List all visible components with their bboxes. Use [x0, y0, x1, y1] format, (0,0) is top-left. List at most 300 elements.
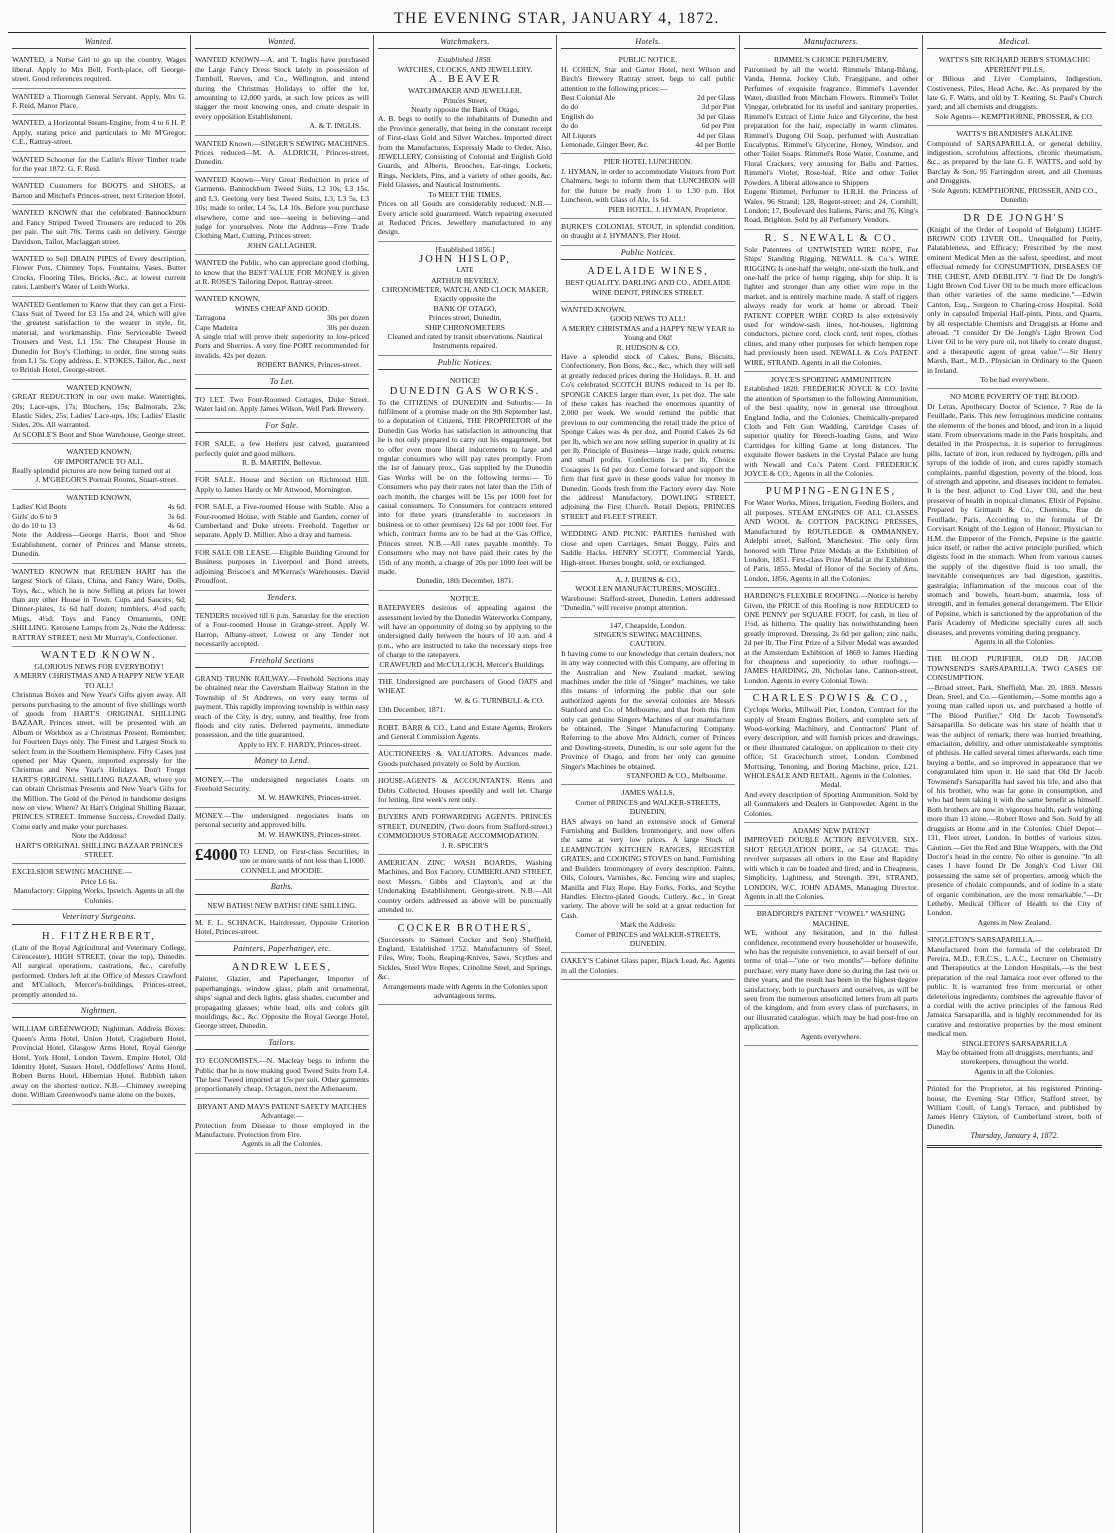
section-heading: Veterinary Surgeons.	[12, 910, 186, 924]
price-row	[195, 323, 369, 332]
price-value: 3d per Glass	[697, 111, 735, 121]
advert-text: WEDDING AND PICNIC PARTIES furnished with close and open Carriages, Smart Buggy, Pairs and Saddle Hacks. HENRY SCOTT, Commercial Yards, High-street. Horses bought, sold, or exchanged.	[561, 529, 735, 567]
advert-text: (Successors to Samuel Cocker and Son) Sheffield, England, Established 1752. Manufacturers of Steel, Files, Wire, Tools, Reaping-Knives, Saws, Scythes and Sickles, Steel Wire Ropes, Crinoline Steel, and Springs, &c.	[378, 934, 552, 982]
advert-location: Nearly opposite the Bank of Otago,	[411, 105, 519, 115]
advert-text: WANTED to Sell DRAIN PIPES of Every description, Flower Pots, Chimney Tops, Fountains, Vases, Butter Crocks, Flooring Tiles, Bricks, &c., at lowest current rates. Lambert's Water of Leith Works.	[12, 253, 186, 292]
price-value: 4d per Bottle	[695, 140, 735, 150]
advert	[12, 864, 186, 910]
advert-signature: Eugene Rimmel, Perfumer to H.R.H. the Princess of Wales, 96 Strand; 128, Regent-street; and 24, Cornhill, London; 17, Boulevard des Italiens, Paris; and 76, King's Road, Brighton. Sold by all Perfumery Vendors.	[744, 187, 918, 225]
price-value: 30s per dozen	[326, 313, 369, 323]
advert-signature: Apply to HY. F. HARDY, Princes-street.	[238, 739, 361, 749]
section-heading: Money to Lend.	[195, 754, 369, 768]
advert-title: WOOLLEN MANUFACTURERS, MOSGIEL.	[575, 584, 721, 594]
advert-text: Sole Patentees of UNTWISTED WIRE ROPE, For Ships' Standing Rigging, NEWALL & Co.'s WIRE RIGGING Is one-half the weight, one-sixth the bulk, and one-half the price of hemp rigging, ship for ship. It is lighter and stronger than any other wire rope in the market, and is entirely machine made. A staff of riggers always ready for work at home or abroad. Their PATENT COPPER WIRE CORD Is also extensively used for window-sash lines, hot-houses, lightning conductors, picture cord, clock cord, tent ropes, clothes clines, and many other purposes for which hempen rope had previously been used. NEWALL & Co's PATENT WIRE, STRAND. Agents in all the Colonies.	[744, 244, 918, 367]
advert-text: MONEY.—The undersigned negociates Loans on Freehold Security.	[195, 774, 369, 793]
advert-price: Price L6 6s.	[80, 876, 118, 886]
advert-signature: At SCOBLE'S Boot and Shoe Warehouse, George street.	[12, 429, 186, 439]
advert-subtitle: SINGLETON'S SARSAPARILLA	[961, 1038, 1068, 1048]
advert	[744, 483, 918, 588]
price-row	[561, 121, 735, 130]
advert	[744, 372, 918, 483]
advert	[744, 230, 918, 372]
advert-text: FOR SALE, a few Heifers just calved, guaranteed perfectly quiet and good milkers.	[195, 439, 369, 458]
advert-title: A. BEAVER	[429, 74, 501, 86]
section-heading: Hotels.	[561, 35, 735, 49]
advert-text: (Knight of the Order of Leopold of Belgium) LIGHT-BROWN COD LIVER OIL, Unequalled for Purity, Palatableness, and Efficacy; Prescribed by the most eminent Medical Men as the safest, speediest, and most effectual remedy for CONSUMPTION, DISEASES OF THE CHEST, AND DEBILITY. "I find Dr De Jongh's Light Brown Cod Liver Oil to be much more efficacious than other varieties of the same medicine."—Edwin Canton, Esq., Surgeon to Charing-cross Hospital. Sold only in capsuled Imperial Half-pints, Pints, and Quarts, by all respectable Chemists and Druggists at Home and abroad. "I consider Dr De Jongh's Light Brown Cod Liver Oil to be very pure oil, not likely to create disgust, and a therapeutic agent of great value."—Sir Henry Marsh, Bart., M.D., Physician in Ordinary to the Queen in Ireland.	[927, 224, 1102, 375]
advert-address: 147, Cheapside, London.	[609, 620, 687, 630]
advert-heading: PIER HOTEL LUNCHEON.	[603, 157, 693, 167]
advert-text: Established 1820. FREDERICK JOYCE & CO. Invite the attention of Sportsmen to the following Ammunition, of the best quality, now in general use throughout England India, and the Colonies. Chemically-prepared Cloth and Felt Gun Wadding, Cartridge Cases of superior quality for Breech-loading Guns, and Wire Cartridges for killing Game at long distances. The exquisite flower baskets in the Crystal Palace are hung with Newall and Co.'s Patent Cord. FREDERICK JOYCE & CO., Agents in all the Colonies.	[744, 384, 918, 479]
advert	[195, 255, 369, 291]
advert-text: WANTED Known.—SINGER'S SEWING MACHINES. Prices reduced—M. A. ALDRICH, Princes-street, Dunedin.	[195, 138, 369, 167]
advert-text: BUYERS AND FORWARDING AGENTS. PRINCES STREET, DUNEDIN, (Two doors from Stafford-street.) COMMODIOUS STORAGE ACCOMMODATION.	[378, 812, 552, 841]
advert-signature: Arrangements made with Agents in the Colonies upon advantageous terms.	[382, 981, 548, 1000]
advert-text: A single trial will prove their superiority to low-priced Ports and Sherries. A very fine PORT recommended for invalids, 42s per dozen.	[195, 331, 369, 360]
advert-text: BURKE'S COLONIAL STOUT, in splendid condition, on draught at J. HYMAN'S, Pier Hotel.	[561, 221, 735, 241]
advert-text: (Late of the Royal Agricultural and Veterinary College, Cirencester), HIGH STREET, (near the top), Dunedin. All surgical operations, castrations, &c., carefully performed. Orders left at the Office of Messrs Crawford and M'Culloch, Mercer's-buildings, Princes-street, promptly attended to.	[12, 942, 186, 999]
column-3	[374, 35, 557, 1533]
advert-title: WANTED KNOWN.	[561, 304, 626, 314]
advert	[195, 844, 369, 880]
advert-amount: £4000	[195, 845, 238, 865]
price-value: 4s 6d.	[167, 502, 186, 512]
advert	[561, 953, 735, 980]
advert-text: Dr Leras, Apothecary Doctor of Science, 7 Rue de la Feuillade, Paris. This new ferruginous medicine contains the elements of the bones and blood, and iron in a liquid state. From observations made in the Paris hospitals, and detailed in the Prospectus, it is superior to ferruginous pills, lactate of iron, iron reduced by hydrogen, pills and syrups of the iodide of iron, and cures rapidly stomach complaints, painful digestion, poverty of the blood, loss of strength and appetite, and diseases incident to females. It is the best adjunct to Cod Liver Oil, and the best preserver of health in tropical climates. Elixir of Pepsine. Prepared by Grimault & Co., Chemists, Rue de Feuillade, Paris. According to the formula of Dr Corvisart Knight of the Legion of Honour, Physician to H.M. the Emperor of the French, Pepsine is the gastric juice itself, or rather the active principle purified, which digests food in the stomach. When from various causes the supply of the digestive fluid is too small, the inevitable consequences are bad digestion, gastritis, gastralgia; inflammation of the mucous coat of the stomach and bowels, heart-burn, anaemia, loss of strength, and in females general derangement. The Elixir of Pepsine, which is sanctioned by the approbation of the Paris Academy of Medicine specially cures all such diseases, and prevents vomiting during pregnancy.	[927, 401, 1102, 637]
advert	[378, 746, 552, 773]
advert-text: Prices on all Goods are considerably reduced. N.B.—Every article sold guaranteed. Watch repairing executed at Reduced Prices. Jewellery manufactured to any design.	[378, 199, 552, 237]
advert	[12, 647, 186, 865]
advert-subtitle: WATCHMAKER AND JEWELLER,	[408, 86, 522, 96]
price-item: Ladies' Kid Boots	[12, 502, 67, 512]
advert-text: AMERICAN ZINC WASH BOARDS, Washing Machines, and Box Factory, CUMBERLAND STREET, next Messrs. Gibbs and Clayton's, and at the Undertaking Establishment, George-street. N.B.—All country orders addressed as above will be punctually attended to.	[378, 858, 552, 915]
advert-signature: R. B. MARTIN, Bellevue.	[242, 458, 322, 468]
advert-text: Really splendid pictures are now being turned out at	[12, 466, 171, 476]
advert	[378, 720, 552, 747]
advert-text: WANTED Schooner for the Catlin's River Timber trade for the year 1872. G. F. Reid.	[12, 154, 186, 174]
advert	[195, 392, 369, 419]
advert-subtitle: GOOD NEWS TO ALL!	[610, 314, 686, 324]
advert	[12, 928, 186, 1004]
advert-text: WANTED a Thorough General Servant. Apply, Mrs G. F. Reid, Manor Place.	[12, 91, 186, 111]
advert-signature: Agents in New Zealand.	[977, 917, 1052, 927]
advert-text: TENDERS received till 6 p.m. Saturday for the erection of a Four-roomed House in Grange-street. Apply W. Harrop, Albany-street. Lowest or any Tender not necessarily accepted.	[195, 610, 369, 649]
section-heading: Freehold Sections	[195, 654, 369, 668]
advert	[744, 588, 918, 690]
advert	[195, 545, 369, 591]
advert-text: WE, without any hesitation, and in the fullest confidence, recommend every householder or housewife, who has the requisite convenience, to avail herself of our terms of trial—"one or two months"—before definite purchase; very many have done so during the last two or three years, and the result has been in the highest degree satisfactory, both to purchasers and ourselves, as will be seen from the numerous unsolicited letters from all parts of the kingdom, and from every class of purchasers, in our illustrated catalogue, which may be had post-free on application.	[744, 928, 918, 1032]
advert-title: CHARLES POWIS & CO.,	[752, 693, 910, 705]
advert	[195, 1053, 369, 1099]
section-heading: Wanted.	[12, 35, 186, 49]
advert-signature: Agents in all the Colonies.	[974, 1066, 1055, 1076]
advert	[12, 205, 186, 251]
advert-text: TO LEND, on First-class Securities, in one or more sums of not less than L1000.	[239, 847, 369, 866]
advert	[561, 263, 735, 302]
advert-signature: Agents everywhere.	[800, 1031, 862, 1041]
advert-title: NO MORE POVERTY OF THE BLOOD.	[949, 392, 1080, 402]
imprint-text: Printed for the Proprietor, at his registered Printing-house, the Evening Star Office, Stafford street, by William Coull, of Lang's Terrace, and published by James Henry Clayton, of Cumberland street, both of Dunedin.	[927, 1084, 1102, 1131]
advert	[378, 373, 552, 591]
advert	[195, 291, 369, 374]
advert-signature: A. & T. INGLIS.	[309, 121, 361, 131]
advert	[378, 242, 552, 356]
advert-signature: W. & G. TURNBULL & CO.	[454, 695, 544, 705]
advert	[561, 618, 735, 786]
advert-text: WILLIAM GREENWOOD, Nightman. Address Boxes: Queen's Arms Hotel, Union Hotel, Cragieburn Hotel, Provincial Hotel, Glasgow Arms Hotel, Royal George Hotel, York Hotel, London Tavern, Empire Hotel, Old Identity Hotel, Sussex Hotel, Oddfellows' Arms Hotel, Robert Burns Hotel, Hibernian Hotel. Rubbish taken away on the shortest notice. N.B.—Chimney sweeping done. William Greenwood's name alone on the boxes.	[12, 1024, 186, 1100]
advert	[195, 671, 369, 754]
columns	[8, 35, 1106, 1533]
section-heading: Medical.	[927, 35, 1102, 49]
advert	[927, 210, 1102, 390]
advert-street: Princes Street,	[443, 95, 487, 105]
advert-text: THE Undersigned are purchasers of Good OATS and WHEAT.	[378, 676, 552, 696]
advert-text: Have a splendid stock of Cakes, Buns, Biscuits, Confectionery, Bon Bons, &c., &c., which they will sell at greatly reduced prices during the Holidays. R. H. and Co's celebrated SCOTCH BUNS reduced to 1s per lb. SPONGE CAKES larger than ever, 1s per doz. The sale of these cakes has reached the enormous quantity of 2,000 per week. We would remind the public that previous to our commencing the retail trade the price of Sponge Cakes was 4s per doz, and Pound Cakes 2s 6d per lb, which we are now selling superior in quality at 1s per lb. Principle of Business—large trade, quick returns, and small profits. Confections 1s per lb, Choice Cosaques 1s 6d per doz. Come forward and support the firm that first gave in these goods value for money in Dunedin. Goods fresh from the Factory every day. Note the address! Manufactory, DOWLING STREET, adjoining the First Church. Retail Depots, PRINCES STREET and FLEET STREET.	[561, 351, 735, 521]
advert-text: FOR SALE OR LEASE.—Eligible Building Ground for Business purposes in Liverpool and Bond streets, adjoining Briscoe's and M'Kerras's Warehouses. David Proudfoot.	[195, 547, 369, 586]
advert-text: And every description of Sporting Ammunition. Sold by all Gunmakers and Dealers in Gunpowder. Agent in the Colonies.	[744, 789, 918, 818]
advert-subtitle: WINES CHEAP AND GOOD.	[234, 303, 330, 313]
advert-text: FOR SALE, House and Section on Richmond Hill. Apply to James Hardy or Mr Attwood, Mornington.	[195, 475, 369, 494]
advert-signature: JOHN GALLAGHER.	[247, 240, 317, 250]
advert-text: WANTED Known—Very Great Reduction in price of Garments. Bannockburn Tweed Suits, L2 10s, L3 15s, and L3. Geelong very best Tweed Suits, L3, L3 5s, L3 10s; made to order, L4 5s, L4 10s. Before you purchase elsewhere, come and see—seeing is believing—and judge for yourselves. Note the Address—Free Trade Clothing Mart, Cutting, Princes street.	[195, 174, 369, 241]
section-heading: Wanted.	[195, 35, 369, 49]
price-row	[561, 131, 735, 140]
advert	[927, 651, 1102, 932]
price-row	[12, 502, 186, 511]
advert-established: Established 1858.	[437, 55, 493, 65]
price-item: Girls' do 6 to 9	[12, 511, 58, 521]
advert-text: WANTED the Public, who can appreciate good clothing, to know that the BEST VALUE FOR MONEY is given at R. ROSE'S Tailoring Depot, Rattray-street.	[195, 258, 369, 286]
advert-text: J. HYMAN, in order to accommodate Visitors from Port Chalmers, begs to inform them that LUNCHEON will for the future be ready from 1 to 1.30 p.m. Hot Luncheon, with Glass of Ale, 1s 6d.	[561, 166, 735, 205]
advert-text: Painter, Glazier, and Paperhanger, Importer of paperhangings, window glass, plain and ornamental, ships' signal and deck lights, glass shades, cucumber and propagating glasses; white lead, oils and colors gilt mouldings, &c., &c. Opposite the Royal George Hotel, George street, Dunedin.	[195, 974, 369, 1031]
advert-heading: A MERRY CHRISTMAS AND A HAPPY NEW YEAR TO ALL!	[13, 671, 185, 690]
advert-name: R. HUDSON & CO.	[616, 342, 680, 352]
advert-text: Christmas Boxes and New Year's Gifts given away. All persons purchasing to the amount of five shillings worth of goods from HART'S ORIGINAL SHILLING BAZAAR, Princes street, will be presented with an Album or Workbox as a Christmas Present. Remember, for Fourteen Days only. The Finest and Largest Stock to select from in the Southern Hemisphere. Fifty Cases just opened per May Queen, imported expressly for the Christmas and New Year's Holidays. Don't Forget HART'S ORIGINAL SHILLING BAZAAR, where you can obtain Christmas Presents and New Year's Gifts for the Million. The Gold of the Period in handsome designs now on view. Where? At Hart's Original Shilling Bazaar, PRINCES STREET. Immense Success, Crowded Daily. Come early and make your purchases.	[12, 690, 186, 831]
advert-subtitle: APERIENT PILLS,	[984, 64, 1045, 74]
advert-note: Mark the Address:	[619, 920, 677, 930]
price-row	[12, 512, 186, 521]
advert-heading: SHIP CHRONOMETERS	[424, 322, 506, 332]
advert-title: R. S. NEWALL & CO.	[764, 232, 898, 244]
price-item: do do	[561, 102, 579, 112]
advert	[195, 898, 369, 915]
advert-text: To the CITIZENS of DUNEDIN and Suburbs:— In fulfilment of a promise made on the 9th September last, to a deputation of Citizens, THE PROPRIETOR of the Dunedin Gas Works has satisfaction in announcing that he is not only prepared to carry out his engagement, but to offer even more liberal inducements to large and regular consumers who will pay rates promptly. From the 1st of January prox., Gas supplied by the Dunedin Gas Works will be on the following terms:— To Consumers who pay their rates not later than the 15th of each month, the charges will be 15s per 1000 feet for casual consumers. To Consumers for contracts entered into for three years (transferable to successors in business or to other premises) 12s 6d per 1000 feet. For which, contract forms are to be had at the Gas Office, Princes street. N.B.—All rates payable monthly. To Consumers who may not have paid their rates by the 15th of any month, a charge of 20s per 1000 feet will be made.	[378, 397, 552, 576]
advert-text: —Broad street, Park, Sheffield, Mar. 20, 1869. Messrs Dean, Steel, and Co.—Gentlemen,—Some months ago a young man called upon us, and purchased a bottle of "The Blood Purifier," Old Dr Jacob Townsend's Sarsaparilla. So delicate was his state of health that it was the subject of remark; there was hurried breathing, emaciation, debility, and other unmistakeable symptoms of phthisis. He called several times afterwards, each time buying a bottle, and so improved in appearance that we congratulated him upon it. He said that Old Dr Jacob Townsend's Sarsaparilla had saved his life, and also that of his brother, who was far gone in consumption, and who had been taking it with the same benefit as himself. Both brothers are now in vigorous health, each weighing more than 13 stone.—Robert Rowe and Son. Sold by all druggists at Home and in the Colonies. Chief Depot—131, Fleet street, London. In bottles of various sizes. Caution.—Get the Red and Blue Wrappers, with the Old Doctor's head in the centre. No other is genuine. "In all cases I have found Dr De Jongh's Cod Liver Oil possessing the same set of properties, among which the presence of cholaic compounds, and of iodine in a state of organic combination, are the most remarkable."—Dr Letheby, Medical Officer of Health to the City of London.	[927, 682, 1102, 918]
advert	[12, 297, 186, 380]
advert-text: For Water Works, Mines, Irrigation, Feeding Boilers, and all purposes. STEAM ENGINES OF ALL CLASSES AND WOOL & COTTON PACKING PRESSES, Manufactured by ROUTLEDGE & OMMANNEY, Adelphi street, Salford, Manchester. The only firm honored with Three Prize Medals at the Exhibition of London, 1851. First-class Prize Medal at the Exhibition of Paris, 1855. Medal of Honor of the Society of Arts, London, 1856. Agents in all the Colonies.	[744, 498, 918, 583]
advert-title: WANTED KNOWN,	[66, 447, 132, 457]
price-value: 30s per dozen	[326, 322, 369, 332]
advert-signature: Agents in all the Colonies.	[974, 636, 1055, 646]
price-item: All Liquors	[561, 130, 597, 140]
advert-text: AUCTIONEERS & VALUATORS. Advances made. Goods purchased privately or Sold by Auction.	[378, 749, 552, 768]
section-heading: Nightmen.	[12, 1004, 186, 1018]
advert-text: RATEPAYERS desirous of appealing against the assessment levied by the Dunedin Waterworks Company, will have an opportunity of doing so by applying to the undersigned daily between the hours of 10 a.m. and 4 p.m., who are instructed to take the necessary steps free of charge to the ratepayers.	[378, 603, 553, 660]
advert	[12, 1021, 186, 1104]
advert-text: WANTED, a Horizontal Steam-Engine, from 4 to 6 H. P. Apply, stating price and particulars to Mr M'Gregor, C.E., Rattray-street.	[12, 118, 186, 147]
advert	[378, 809, 552, 855]
advert-title: DR DE JONGH'S	[963, 212, 1066, 224]
advert-text: WANTED, a Nurse Girl to go up the country. Wages liberal. Apply to Mrs Bell, Forth-place, off George-street. Good references required.	[12, 55, 186, 84]
price-item: Tarragona	[195, 313, 226, 323]
advert	[927, 932, 1102, 1081]
price-item: do do	[561, 121, 579, 131]
advert-signature: J. M'GREGOR'S Portrait Rooms, Stuart-street.	[35, 475, 178, 485]
advert-text: WANTED KNOWN that the celebrated Bannockburn and Fancy Striped Tweed Trousers are reduced to 20s per pair. The suit 70s. Terms cash on delivery. George Davidson, Tailor, Maclaggan street.	[12, 208, 186, 246]
advert-established: [Established 1856.]	[435, 244, 495, 254]
advert-signature: J. R. SPICER'S	[441, 840, 489, 850]
advert-signature: M. W. HAWKINS, Princes-street.	[258, 829, 361, 839]
advert-heading: A MERRY CHRISTMAS and a HAPPY NEW YEAR to Young and Old!	[561, 323, 735, 343]
advert-signature: CRAWFURD and McCULLOCH, Mercer's Buildings	[379, 659, 544, 669]
advert	[12, 152, 186, 179]
advert-signature: ROBERT BANKS, Princes-street.	[256, 360, 361, 370]
advert-subtitle: CHRONOMETER, WATCH, AND CLOCK MAKER,	[381, 284, 549, 294]
advert	[744, 690, 918, 823]
advert	[12, 89, 186, 116]
advert-title: ANDREW LEES,	[231, 962, 333, 974]
advert-text: ROBT. BARR & CO., Land and Estate Agents, Brokers and General Commission Agents.	[378, 722, 552, 741]
advert	[378, 591, 552, 674]
price-item: do do 10 to 13	[12, 521, 56, 531]
column-2	[191, 35, 374, 1533]
advert-late: LATE	[456, 266, 474, 275]
price-value: 4d per Glass	[697, 130, 735, 140]
advert	[12, 115, 186, 151]
advert-text: WANTED KNOWN—A. and T. Inglis have purchased the Large Fancy Dress Stock lately in possession of Turnbull, Reeves, and Co., Wellington, and intend during the Christmas Holidays to offer the lot, amounting to 12,000 yards, at such low prices as will stagger the most knowing ones, and create despair in every opposition Establishment.	[195, 55, 369, 121]
advert	[927, 126, 1102, 209]
advert-name: ARTHUR BEVERLY,	[431, 275, 499, 285]
column-1	[8, 35, 191, 1533]
advert-text: HOUSE-AGENTS & ACCOUNTANTS. Rents and Debts Collected. Houses speedily and well let. Charge for letting, first week's rent only.	[378, 776, 552, 805]
advert-text: BEST QUALITY. DARLING AND CO., ADELAIDE WINE DEPOT, PRINCES STREET.	[565, 278, 731, 297]
advert-title: JOHN HISLOP,	[419, 254, 511, 266]
advert-subtitle: GLORIOUS NEWS FOR EVERYBODY!	[34, 661, 164, 671]
advert-text: Manufactory: Gipping Works, Ipswich. Agents in all the Colonies.	[13, 886, 185, 905]
price-row	[561, 93, 735, 102]
advert-title: ADELAIDE WINES,	[587, 266, 709, 278]
advert-signature: Sole Agents: KEMPTHORNE, PROSSER, AND CO., Dunedin.	[931, 185, 1098, 205]
advert-address: Corner of PRINCES and WALKER-STREETS, DUNEDIN,	[575, 797, 721, 817]
section-heading: Tailors.	[195, 1036, 369, 1050]
section-heading: Baths.	[195, 880, 369, 894]
advert-signature: HART'S ORIGINAL SHILLING BAZAAR PRINCES STREET.	[15, 840, 183, 860]
advert-text: FOR SALE, a Five-roomed House with Stable. Also a Four-roomed House, with Stable and Garden, corner of Cumberland and Duke streets. Freehold. Together or separate. Apply D. Millier. Also a dray and harness.	[195, 502, 369, 540]
advert-signature: Sole Agents— KEMPTHORNE, PROSSER, & CO.	[935, 111, 1094, 121]
advert-title: WANTED KNOWN,	[195, 294, 260, 304]
advert-text: Cleaned and rated by transit observations. Nautical Instruments repaired.	[387, 331, 543, 351]
advert	[195, 472, 369, 499]
advert-title: WANTED KNOWN,	[66, 492, 132, 502]
advert-medal: Medal.	[820, 780, 842, 790]
advert-title: DUNEDIN GAS WORKS.	[389, 385, 541, 397]
advert-subtitle: OF IMPORTANCE TO ALL.	[54, 456, 144, 466]
advert-note: Note the Address!	[71, 831, 127, 841]
price-value: 3s 6d.	[167, 511, 186, 521]
advert	[378, 920, 552, 1006]
price-item: Cape Madeira	[195, 322, 238, 332]
section-heading: Manufacturers.	[744, 35, 918, 49]
advert-text: It having come to our knowledge that certain dealers, not in any way connected with this Company, are offering in the Australian and New Zealand market, sewing machines under the title of "Singer" machines, we take this means of informing the public that our sole authorized agents for the several colonies are Messrs Stanford and Co. of Melbourne, and that from this firm only can genuine Singers Machines of our manufacture be obtained. The Singer Manufacturing Company. Referring to the above Mrs Aldrich, corner of Princes and Dowling-streets, Dunedin, is our sole agent for the Province of Otago, and from her only can genuine Singer's Machines be obtained.	[561, 648, 735, 771]
advert-title: H. FITZHERBERT,	[41, 930, 157, 942]
advert-subtitle: Advantage:—	[260, 1111, 304, 1121]
advert-title: EXCELSIOR SEWING MACHINE.—	[12, 867, 133, 877]
advert	[12, 251, 186, 297]
section-heading: Tenders.	[195, 591, 369, 605]
advert-name: A. J. BURNS & CO.,	[615, 574, 681, 584]
advert-title: PUMPING-ENGINES,	[765, 486, 897, 498]
advert-title: COCKER BROTHERS,	[397, 922, 533, 934]
price-row	[561, 112, 735, 121]
section-heading: Painters, Paperhanger, etc.	[195, 942, 369, 956]
column-4	[557, 35, 740, 1533]
imprint-date: Thursday, January 4, 1872.	[970, 1131, 1059, 1141]
advert-signature: Corner of PRINCES and WALKER-STREETS, DUNEDIN.	[575, 929, 721, 948]
advert-street: Princes street, Dunedin,	[428, 313, 502, 323]
advert-title: JOYCE'S SPORTING AMMUNITION	[771, 375, 891, 384]
advert	[927, 389, 1102, 651]
advert	[195, 608, 369, 654]
advert-text: HAS always on hand an extensive stock of General Furnishing and Builders Ironmongery, and now offers the same at very low prices. A large Stock of LEAMINGTON KITCHEN RANGES, REGISTER GRATES, and COOKING STOVES on hand. Furnishing and Builders Ironmongery of every description. Paints, Oils, Colours, Varnishes, &c. Fencing wire and staples, Manilla and Flax Rope. Hay Forks, Forks, and Scythe Handles. Electro-plated Goods, Cutlery, &c., in Great variety. The above will be sold at a great reduction for Cash.	[561, 816, 735, 920]
advert-signature: CONNELL and MOODIE.	[240, 865, 324, 875]
advert-text: H. COHEN, Star and Garter Hotel, next Wilson and Birch's Brewery Rattray street, begs to call public attention to the following prices:—	[561, 64, 735, 93]
section-heading: Watchmakers.	[378, 35, 552, 49]
advert	[195, 499, 369, 545]
advert	[561, 154, 735, 218]
advert-heading: To MEET THE TIMES,	[428, 189, 502, 199]
advert-text: Cyclops Works, Millwall Pier, London, Contract for the supply of Steam Engines Boilers, and complete sets of Wood-working Machinery, and Contractors' Plant of every description, and will furnish prices and drawings, or their illustrated catalogue, on application to their city office, 51 Gracechurch street, London. Combined Mortising, Tenoning, and Boring Machine, price, L21. WHOLESALE AND RETAIL. Agents in the Colonies.	[744, 705, 918, 781]
advert	[744, 52, 918, 229]
advert-text: or Bilious and Liver Complaints, Indigestion, Costiveness, Piles, Head Ache, &c. As prepared by the late G. F. Watts, and old by T. Keating, St. Paul's Church yard; and all chemists and druggists.	[927, 74, 1102, 112]
advert-title: RIMMEL'S CHOICE PERFUMERY,	[773, 55, 889, 65]
advert-text: IMPROVED DOUBLE ACTION REVOLVER. SIX-SHOT REGULATION BORE, or 54 GUAGE. This revolver surpasses all others in the Ease and Rapidity with which it can be loaded and fired, and in Cheapness, Simplicity, Lightness, and Strength. 391, STRAND, LONDON, W.C. JOHN ADAMS, Managing Director. Agents in all the Colonies.	[744, 835, 918, 901]
advert	[378, 773, 552, 809]
advert-text: Patronised by all the world. Rimmels Ihlang-Ihlang, Vanda, Henna, Jockey Club, Frangipane, and other Perfumes of exquisite fragrance. Rimmel's Lavender Water, distilled from Mitcham Flowers. Rimmel's Toilet Vinegar, celebrated for its useful and sanitary properties. Rimmel's Extract of Lime Juice and Glycerine, the best preparation for the hair, especially in warm climates. Rimmel's Dugong Oil Soap, perfumed with Australian Eucalyptus. Rimmel's Glycerine, Honey, Windsor, and other Toilet Soaps. Rimmel's Rose Water, Costume, and Floral Crackers, very amusing for Balls and Parties. Rimmel's Violet, Rose-leaf, Rice and other Toilet Powders. A liberal allowance to Shippers	[744, 64, 918, 187]
advert	[195, 136, 369, 172]
advert-signature: PIER HOTEL. J. HYMAN, Proprietor.	[608, 204, 727, 214]
price-row	[12, 521, 186, 530]
advert-title: SINGER'S SEWING MACHINES.	[594, 629, 702, 639]
advert	[378, 674, 552, 720]
advert-text: WANTED Customers for BOOTS and SHOES, at Barton and Mitchel's Princes-street, next Criterion Hotel.	[12, 181, 186, 200]
advert-text: TO LET. Two Four-Roomed Cottages, Duke Street. Water laid on. Apply James Wilson, Well Park Brewery.	[195, 395, 369, 414]
advert	[195, 436, 369, 472]
advert-text: Note the Address—George Harris, Boot and Shoe Establishment, corner of Princes and Manse streets, Dunedin.	[12, 530, 186, 559]
advert	[12, 178, 186, 205]
advert-signature: Dunedin, 18th December, 1871.	[416, 576, 514, 586]
advert-title: THE BLOOD PURIFIER, OLD DR JACOB TOWNSEND'S SARSAPARILLA. TWO CASES OF CONSUMPTION.	[927, 654, 1102, 683]
advert-title: WATTS'S BRANDISH'S ALKALINE	[956, 129, 1073, 139]
advert	[195, 959, 369, 1035]
advert	[378, 855, 552, 919]
advert-signature: To be had everywhere.	[979, 375, 1050, 384]
advert-caution: CAUTION.	[629, 639, 667, 649]
column-6	[923, 35, 1106, 1533]
advert-text: WANTED KNOWN that REUBEN HART has the largest Stock of Glass, China, and Fancy Ware, Dolls, Toys, &c., which he is now Selling at prices far lower than any other House in Town. Cups and Saucers, 6d; Dinner-plates, 1s 6d half dozen; tumblers, 4½d each; Mugs, 4½d; Toys and Fancy Ornaments, ONE SHILLING. Kerosene Lamps from 2s. Note the Address: RATTRAY STREET, next Mr Murray's, Confectioner.	[12, 566, 186, 642]
advert-text: M. F. L. SCHNACK, Hairdresser, Opposite Criterion Hotel, Princes-street.	[195, 918, 369, 937]
section-heading: To Let.	[195, 375, 369, 389]
price-value: 3d per Pint	[701, 102, 735, 112]
price-value: 4s 6d.	[167, 521, 186, 531]
advert-signature: M. W. HAWKINS, Princes-street.	[258, 793, 361, 803]
section-heading: For Sale.	[195, 419, 369, 433]
masthead: THE EVENING STAR, JANUARY 4, 1872.	[8, 6, 1106, 33]
advert-title: BRADFORD'S PATENT "VOWEL" WASHING MACHINE.	[756, 909, 906, 928]
advert	[561, 526, 735, 572]
advert-notice: PUBLIC NOTICE.	[618, 55, 678, 65]
advert-heading: WATCHES, CLOCKS, AND JEWELLERY.	[397, 64, 533, 74]
advert	[12, 564, 186, 647]
advert	[195, 1099, 369, 1154]
advert-title: WANTED KNOWN.	[41, 649, 157, 661]
imprint	[927, 1081, 1102, 1147]
advert	[561, 572, 735, 618]
advert-text: HARDING'S FLEXIBLE ROOFING.—Notice is hereby Given, the PRICE of this Roofing is now REDUCED to ONE PENNY per SQUARE FOOT, for cash, in lieu of 1½d, as hitherto. The quality has notwithstanding been greatly improved. Dressing, 2s 6d per gallon; zinc nails, 2d per lb. The First Prize of a Silver Medal was awarded at the Amsterdam Exhibition of 1869 to James Harding for cheapness and superiority to other roofings.—JAMES HARDING, 20, Nicholas lane, Cannon-street, London. Agents in every Colonial Town.	[744, 591, 918, 685]
advert	[12, 444, 186, 490]
advert-notice: NOTICE.	[450, 593, 480, 603]
advert-text: WANTED Gentlemen to Know that they can get a First-Class Suit of Tweed for £3 15s and 24, which will give the greatest satisfaction to the wearer in style, fit, material, and workmanship. Fine Serviceable Tweed Trousers and Vest, L1 15s. The Cheapest House in Dunedin for Boy's Clothing; to order, fine strong suits from L1 5s. Copy address, E. STOKES, Tailor, &c., next to British Hotel, George-street.	[12, 299, 186, 375]
advert-title: SINGLETON'S SARSAPARILLA,—	[927, 935, 1043, 945]
advert-title: WATTS'S SIR RICHARD JEBB'S STOMACHIC	[938, 55, 1091, 65]
section-heading: Public Notices.	[561, 246, 735, 260]
advert-text: Compound of SARSAPARILLA, or general debility, indigestion, scrofulous affections, chronic rheumatism, &c., as prepared by the late G. F. WATTS, and sold by Barclay & Son, 95 Farringdon street, and all Chemists and Druggists.	[927, 138, 1102, 186]
advert	[561, 302, 735, 526]
advert	[195, 772, 369, 808]
price-row	[561, 102, 735, 111]
advert-text: GREAT REDUCTION in our own make. Watertights, 20s; Lace-ups, 17s; Bluchers, 15s; Balmorals, 23s; Elastic Sides, 25s; Ladies' Lace-ups, 10s; Ladies' Elastic Sides, 20s. All warranted.	[12, 392, 186, 430]
price-item: English do	[561, 111, 594, 121]
price-row	[195, 313, 369, 322]
advert-signature: STANFORD & CO., Melbourne.	[626, 771, 727, 781]
advert-text: NEW BATHS! NEW BATHS! ONE SHILLING.	[207, 900, 357, 910]
advert	[744, 906, 918, 1046]
advert	[561, 785, 735, 953]
price-row	[561, 140, 735, 149]
advert-text: May be obtained from all druggists, merchants, and storekeepers, throughout the world.	[936, 1048, 1093, 1067]
column-5	[740, 35, 923, 1533]
advert	[927, 52, 1102, 126]
advert-name: JAMES WALLS,	[621, 788, 675, 798]
advert-text: MONEY.—The undersigned negociates loans on personal security and approved bills.	[195, 810, 369, 830]
advert	[561, 219, 735, 246]
advert-location: Exactly opposite the	[434, 294, 496, 304]
section-heading: Public Notices.	[378, 356, 552, 370]
advert-text: Protection from Disease to those employed in the Manufacture. Protection from Fire.	[195, 1120, 369, 1139]
advert	[195, 808, 369, 844]
advert-text: Warehouse: Stafford-street, Dunedin. Letters addressed "Dunedin," will receive prompt attention.	[561, 593, 735, 613]
price-value: 6d per Pint	[701, 121, 735, 131]
price-item: Lemonade, Ginger Beer, &c.	[561, 140, 649, 150]
advert-notice: NOTICE!	[449, 376, 481, 386]
advert-text: TO ECONOMISTS.—N. Macleay begs to inform the Public that he is now making good Tweed Suits from L4. The best Tweed imported at 15s per suit. Other garments proportionately cheap. Octagon, next the Athenaeum.	[195, 1056, 369, 1094]
advert-bank: BANK OF OTAGO,	[433, 303, 497, 313]
advert-title: ADAMS' NEW PATENT	[792, 826, 870, 836]
advert-title: WANTED KNOWN,	[66, 382, 132, 392]
advert	[12, 52, 186, 88]
advert	[378, 52, 552, 241]
advert-signature: Agents in all the Colonies.	[241, 1139, 323, 1149]
advert	[12, 380, 186, 444]
price-item: Best Colonial Ale	[561, 93, 615, 103]
advert	[744, 823, 918, 906]
advert	[12, 490, 186, 564]
advert-date: 13th December, 1871.	[378, 705, 446, 715]
advert	[195, 52, 369, 135]
advert-title: BRYANT AND MAY'S PATENT SAFETY MATCHES	[197, 1101, 367, 1111]
advert	[195, 172, 369, 255]
advert	[561, 52, 735, 154]
advert-text: OAKEY'S Cabinet Glass paper, Black Lead, &c. Agents in all the Colonies.	[561, 956, 735, 975]
price-value: 2d per Glass	[697, 93, 735, 103]
